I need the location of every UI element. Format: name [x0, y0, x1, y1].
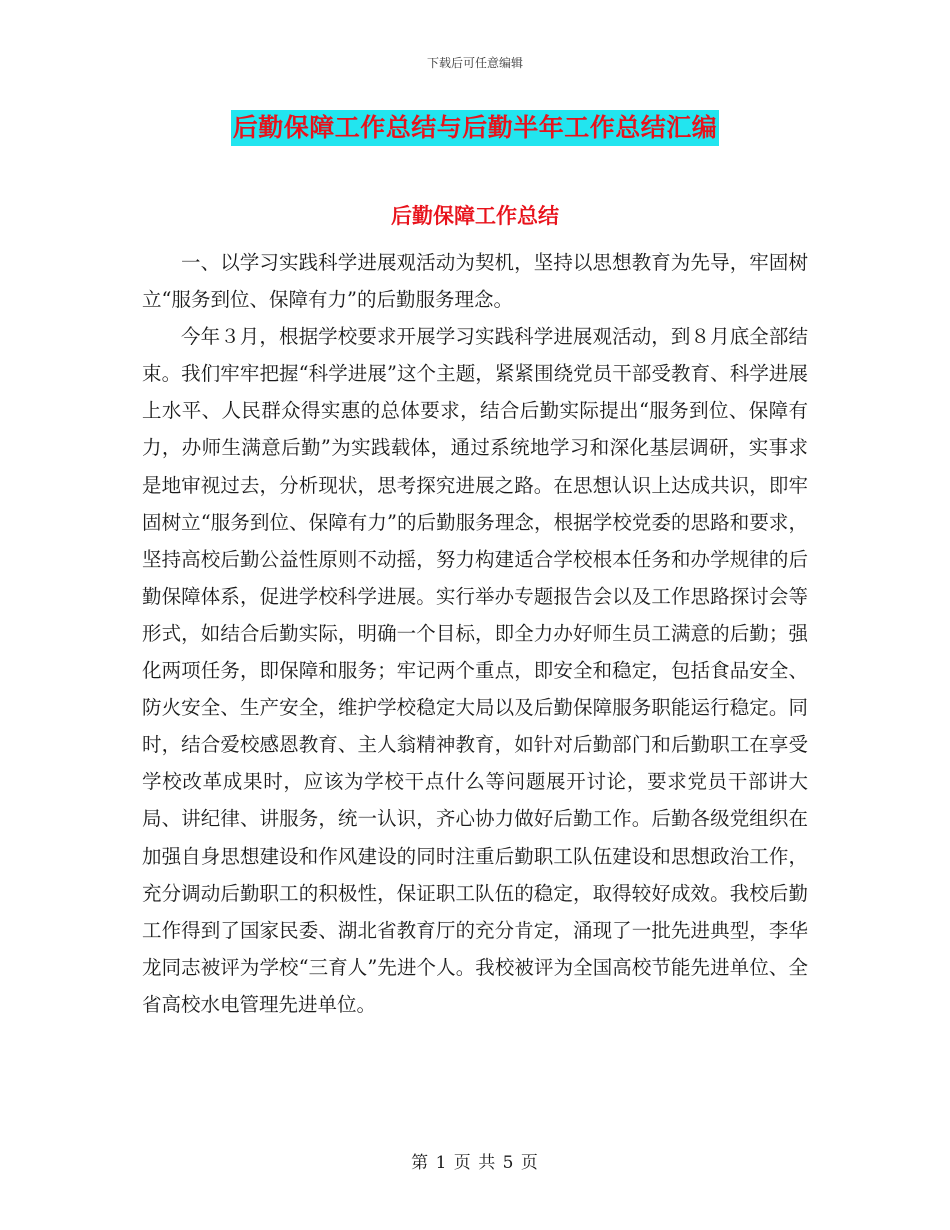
- section-title: 后勤保障工作总结: [391, 204, 559, 228]
- page-number-footer: 第 1 页 共 5 页: [411, 1153, 539, 1173]
- paragraph-2: 今年３月，根据学校要求开展学习实践科学进展观活动，到８月底全部结束。我们牢牢把握“科学进展”这个主题，紧紧围绕党员干部受教育、科学进展上水平、人民群众得实惠的总体要求，结合后勤实际提出“服务到位、保障有力，办师生满意后勤”为实践载体，通过系统地学习和深化基层调研，实事求是地审视过去，分析现状，思考探究进展之路。在思想认识上达成共识，即牢固树立“服务到位、保障有力”的后勤服务理念，根据学校党委的思路和要求，坚持高校后勤公益性原则不动摇，努力构建适合学校根本任务和办学规律的后勤保障体系，促进学校科学进展。实行举办专题报告会以及工作思路探讨会等形式，如结合后勤实际，明确一个目标，即全力办好师生员工满意的后勤；强化两项任务，即保障和服务；牢记两个重点，即安全和稳定，包括食品安全、防火安全、生产安全，维护学校稳定大局以及后勤保障服务职能运行稳定。同时，结合爱校感恩教育、主人翁精神教育，如针对后勤部门和后勤职工在享受学校改革成果时，应该为学校干点什么等问题展开讨论，要求党员干部讲大局、讲纪律、讲服务，统一认识，齐心协力做好后勤工作。后勤各级党组织在加强自身思想建设和作风建设的同时注重后勤职工队伍建设和思想政治工作，充分调动后勤职工的积极性，保证职工队伍的稳定，取得较好成效。我校后勤工作得到了国家民委、湖北省教育厅的充分肯定，涌现了一批先进典型，李华龙同志被评为学校“三育人”先进个人。我校被评为全国高校节能先进单位、全省高校水电管理先进单位。: [142, 325, 808, 1016]
- header-note: 下载后可任意编辑: [426, 56, 523, 70]
- paragraph-1: 一、以学习实践科学进展观活动为契机，坚持以思想教育为先导，牢固树立“服务到位、保障有力”的后勤服务理念。: [142, 251, 808, 312]
- document-body: [142, 244, 808, 1023]
- document-title: 后勤保障工作总结与后勤半年工作总结汇编: [231, 110, 720, 146]
- document-title-container: [0, 110, 950, 146]
